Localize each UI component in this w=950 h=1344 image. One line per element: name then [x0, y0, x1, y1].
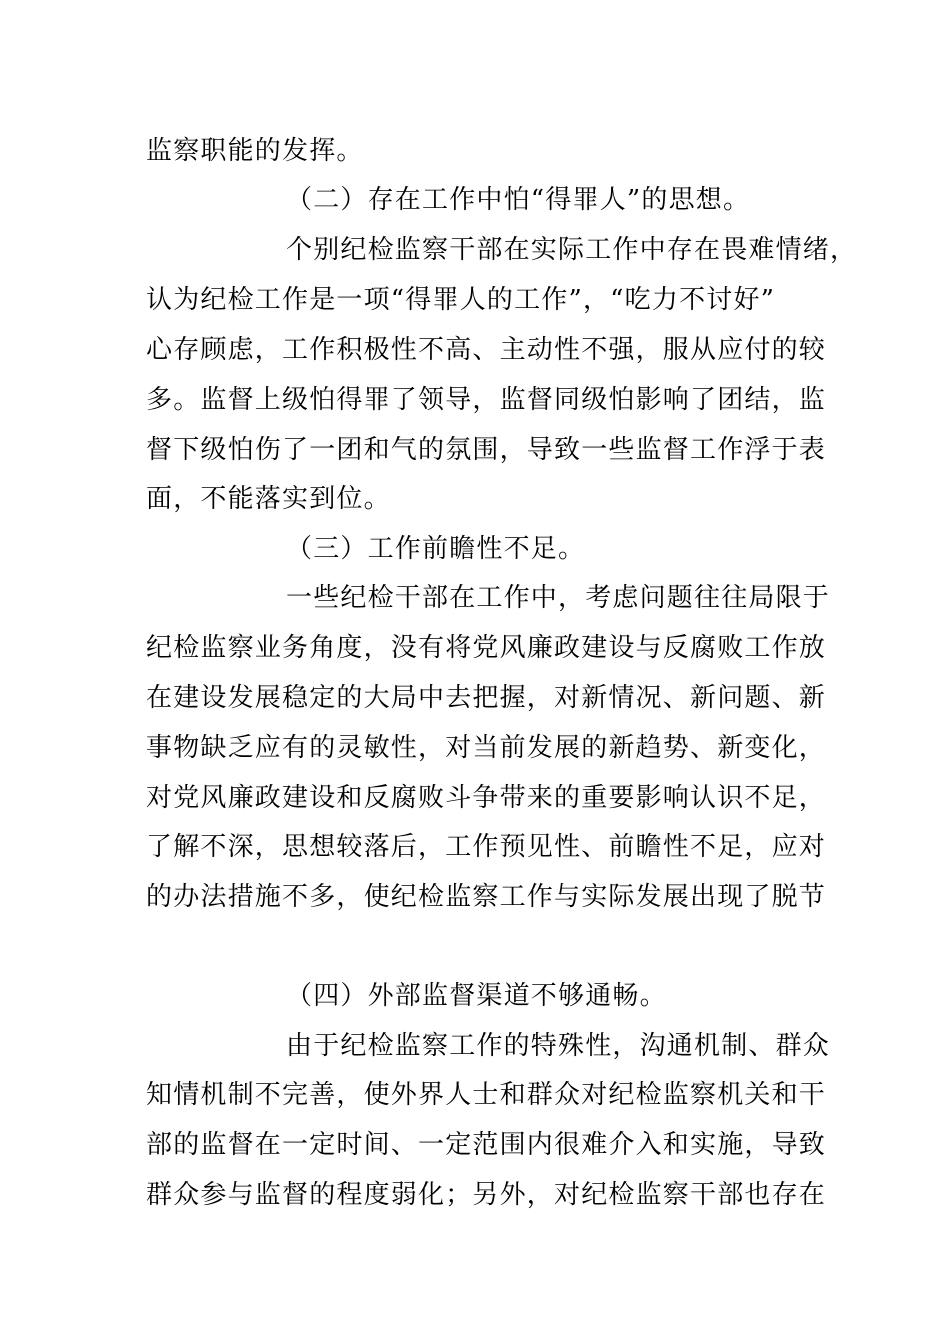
body-text-line: 在建设发展稳定的大局中去把握，对新情况、新问题、新: [146, 683, 827, 713]
body-text-line: 心存顾虑，工作积极性不高、主动性不强，服从应付的较: [146, 335, 827, 365]
body-text-line: 知情机制不完善，使外界人士和群众对纪检监察机关和干: [146, 1080, 827, 1110]
body-text-line: 群众参与监督的程度弱化；另外，对纪检监察干部也存在: [146, 1180, 827, 1210]
section-heading-4: （四）外部监督渠道不够通畅。: [286, 981, 667, 1011]
paragraph-first-line: 个别纪检监察干部在实际工作中存在畏难情绪，: [286, 235, 858, 265]
body-text-line: 了解不深，思想较落后，工作预见性、前瞻性不足，应对: [146, 832, 827, 862]
paragraph-first-line: 一些纪检干部在工作中，考虑问题往往局限于: [286, 583, 831, 613]
body-text-line: 多。监督上级怕得罪了领导，监督同级怕影响了团结，监: [146, 385, 827, 415]
body-text-line: 的办法措施不多，使纪检监察工作与实际发展出现了脱节: [146, 882, 827, 912]
body-text-line: 认为纪检工作是一项“得罪人的工作”，“吃力不讨好”: [146, 285, 776, 315]
body-text-line: 面，不能落实到位。: [146, 484, 391, 514]
body-text-line: 对党风廉政建设和反腐败斗争带来的重要影响认识不足，: [146, 783, 827, 813]
body-text-line: 部的监督在一定时间、一定范围内很难介入和实施，导致: [146, 1130, 827, 1160]
section-heading-2: （二）存在工作中怕“得罪人”的思想。: [286, 185, 751, 215]
section-heading-3: （三）工作前瞻性不足。: [286, 534, 586, 564]
paragraph-first-line: 由于纪检监察工作的特殊性，沟通机制、群众: [286, 1031, 831, 1061]
body-text-line: 纪检监察业务角度，没有将党风廉政建设与反腐败工作放: [146, 633, 827, 663]
body-text-line: 监察职能的发挥。: [146, 136, 364, 166]
body-text-line: 督下级怕伤了一团和气的氛围，导致一些监督工作浮于表: [146, 435, 827, 465]
body-text-line: 事物缺乏应有的灵敏性，对当前发展的新趋势、新变化，: [146, 733, 827, 763]
